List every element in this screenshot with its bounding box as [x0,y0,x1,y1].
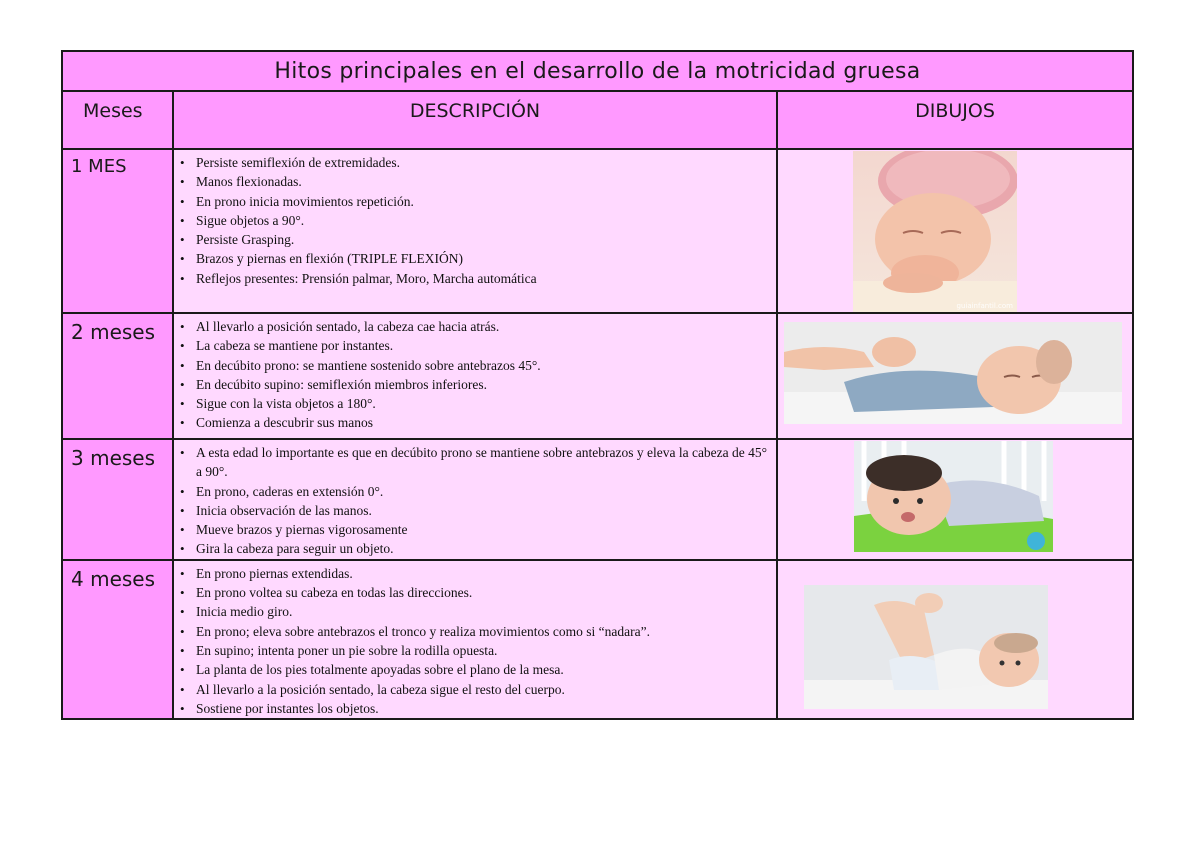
list-item: • En prono inicia movimientos repetición. [196,192,776,211]
list-item: • Persiste semiflexión de extremidades. [196,153,776,172]
list-item: • La planta de los pies totalmente apoyadas sobre el plano de la mesa. [196,660,776,679]
baby-photo-2 [784,322,1122,424]
header-row [62,91,1133,149]
baby-lying-image [784,322,1122,424]
title-row [62,51,1133,91]
description-cell [173,439,777,560]
baby-feet-up-image [804,585,1048,709]
list-item: • Sigue objetos a 90°. [196,211,776,230]
list-item: • En prono voltea su cabeza en todas las direcciones. [196,583,776,602]
baby-photo-4 [804,585,1048,709]
table-title: Hitos principales en el desarrollo de la motricidad gruesa [62,51,1133,91]
milestones-table [61,50,1134,720]
list-item: • En prono piernas extendidas. [196,564,776,583]
image-cell [777,439,1133,560]
table-row [62,149,1133,313]
list-item: • En prono, caderas en extensión 0°. [196,482,776,501]
month-label: 2 meses [62,313,173,439]
sleeping-baby-image [853,151,1017,312]
milestone-list [174,150,776,288]
description-cell [173,313,777,439]
table-row [62,439,1133,560]
header-months: Meses [62,91,173,149]
list-item: • Mueve brazos y piernas vigorosamente [196,520,776,539]
list-item: • En decúbito prono: se mantiene sostenido sobre antebrazos 45°. [196,356,776,375]
table-row [62,560,1133,719]
list-item: • Sostiene por instantes los objetos. [196,699,776,718]
list-item: • La cabeza se mantiene por instantes. [196,336,776,355]
list-item: • A esta edad lo importante es que en decúbito prono se mantiene sobre antebrazos y eleva la cabeza de 45° a 90°. [196,443,776,482]
list-item: • Gira la cabeza para seguir un objeto. [196,539,776,558]
image-cell [777,149,1133,313]
milestone-list [174,561,776,718]
table-row [62,313,1133,439]
list-item: • Comienza a descubrir sus manos [196,413,776,432]
baby-prone-image [854,441,1053,552]
milestone-list [174,440,776,559]
milestone-list [174,314,776,433]
list-item: • Inicia observación de las manos. [196,501,776,520]
list-item: • Brazos y piernas en flexión (TRIPLE FLEXIÓN) [196,249,776,268]
list-item: • Al llevarlo a la posición sentado, la cabeza sigue el resto del cuerpo. [196,680,776,699]
description-cell [173,149,777,313]
description-cell [173,560,777,719]
list-item: • En decúbito supino: semiflexión miembros inferiores. [196,375,776,394]
month-label: 3 meses [62,439,173,560]
image-watermark: guiainfantil.com [956,302,1013,310]
image-cell [777,313,1133,439]
list-item: • En prono; eleva sobre antebrazos el tronco y realiza movimientos como si “nadara”. [196,622,776,641]
baby-photo-3 [854,441,1053,552]
list-item: • En supino; intenta poner un pie sobre la rodilla opuesta. [196,641,776,660]
list-item: • Al llevarlo a posición sentado, la cabeza cae hacia atrás. [196,317,776,336]
list-item: • Manos flexionadas. [196,172,776,191]
header-description: DESCRIPCIÓN [173,91,777,149]
header-drawings: DIBUJOS [777,91,1133,149]
baby-photo-1 [853,151,1017,312]
month-label: 1 MES [62,149,173,313]
image-cell [777,560,1133,719]
month-label: 4 meses [62,560,173,719]
list-item: • Inicia medio giro. [196,602,776,621]
list-item: • Sigue con la vista objetos a 180°. [196,394,776,413]
list-item: • Persiste Grasping. [196,230,776,249]
list-item: • Reflejos presentes: Prensión palmar, Moro, Marcha automática [196,269,776,288]
